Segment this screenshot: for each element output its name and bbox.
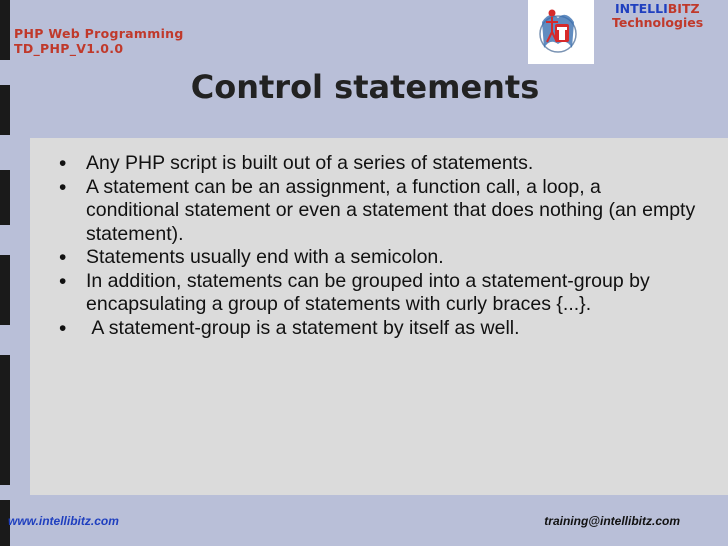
bullet-list (56, 152, 696, 340)
footer-website-link[interactable]: www.intellibitz.com (8, 514, 119, 528)
bullet-item: • In addition, statements can be grouped into a statement-group by encapsulating a group of statements with curly braces {...}. (56, 270, 696, 317)
course-label (14, 27, 184, 56)
brand-name (612, 2, 728, 30)
left-accent-bar (0, 170, 10, 225)
brand-line-2: Technologies (612, 15, 704, 30)
slide-title: Control statements (190, 68, 540, 106)
left-accent-bar (0, 0, 10, 60)
bullet-item: • A statement can be an assignment, a function call, a loop, a conditional statement or even a statement that does nothing (an empty statement). (56, 176, 696, 247)
slide-title-wrap (0, 68, 728, 106)
brand-part-2: BITZ (667, 1, 700, 16)
footer-email-link[interactable]: training@intellibitz.com (544, 514, 680, 528)
bullet-item: • A statement-group is a statement by itself as well. (56, 317, 696, 341)
course-title: PHP Web Programming (14, 26, 184, 41)
left-accent-bar (0, 355, 10, 485)
brand-line-1 (612, 2, 728, 16)
course-code: TD_PHP_V1.0.0 (14, 40, 124, 56)
bullet-item: • Statements usually end with a semicolon. (56, 246, 696, 270)
left-accent-bar (0, 255, 10, 325)
brand-part-1: INTELLI (615, 1, 668, 16)
bullet-item: • Any PHP script is built out of a series of statements. (56, 152, 696, 176)
intellibitz-logo-icon (528, 0, 594, 64)
